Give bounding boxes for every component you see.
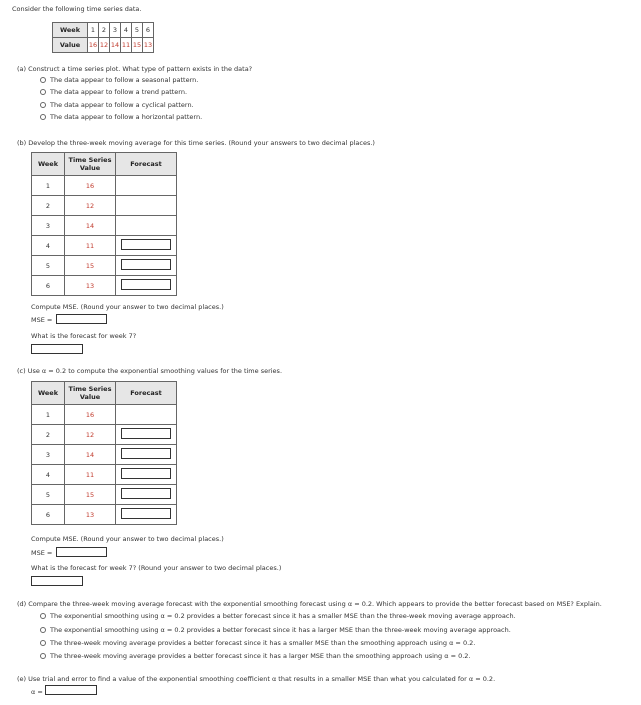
forecast-cell xyxy=(116,176,177,196)
value-cell: 14 xyxy=(110,38,121,53)
forecast-input[interactable] xyxy=(121,259,171,270)
week-cell: 6 xyxy=(32,505,65,525)
week-cell: 4 xyxy=(121,23,132,38)
part-d-radio-4[interactable] xyxy=(40,653,46,659)
tsv-header-line1: Time Series xyxy=(68,156,112,164)
part-b-forecast-prompt: What is the forecast for week 7? xyxy=(31,332,137,340)
forecast-input[interactable] xyxy=(121,428,171,439)
forecast-header: Forecast xyxy=(116,153,177,176)
part-a-radio-2[interactable] xyxy=(40,89,46,95)
part-c-forecast-prompt: What is the forecast for week 7? (Round your answer to two decimal places.) xyxy=(31,564,282,572)
part-e-alpha-label: α = xyxy=(31,688,43,696)
forecast-cell xyxy=(116,505,177,525)
forecast-input[interactable] xyxy=(121,448,171,459)
part-c-mse-prompt: Compute MSE. (Round your answer to two decimal places.) xyxy=(31,535,224,543)
part-c-mse-label: MSE = xyxy=(31,549,53,557)
part-c-question: (c) Use α = 0.2 to compute the exponential smoothing values for the time series. xyxy=(17,367,283,375)
forecast-cell xyxy=(116,196,177,216)
part-d-radio-2[interactable] xyxy=(40,627,46,633)
value-cell: 16 xyxy=(88,38,99,53)
value-cell: 13 xyxy=(65,276,116,296)
data-table xyxy=(52,22,154,53)
value-cell: 11 xyxy=(121,38,132,53)
tsv-header-line2: Value xyxy=(79,164,101,172)
forecast-cell xyxy=(116,465,177,485)
forecast-cell xyxy=(116,445,177,465)
value-cell: 16 xyxy=(65,405,116,425)
part-a-radio-4[interactable] xyxy=(40,114,46,120)
week-cell: 3 xyxy=(110,23,121,38)
forecast-input[interactable] xyxy=(121,508,171,519)
forecast-input[interactable] xyxy=(121,239,171,250)
forecast-cell xyxy=(116,425,177,445)
tsv-header xyxy=(65,153,116,176)
value-cell: 15 xyxy=(65,256,116,276)
value-cell: 12 xyxy=(99,38,110,53)
value-cell: 14 xyxy=(65,445,116,465)
part-d-option-1: The exponential smoothing using α = 0.2 provides a better forecast since it has a smaller MSE than the three-week moving average approach. xyxy=(50,612,516,620)
value-cell: 13 xyxy=(65,505,116,525)
forecast-cell xyxy=(116,256,177,276)
part-a-option-1: The data appear to follow a seasonal pattern. xyxy=(50,76,199,84)
part-b-mse-input[interactable] xyxy=(56,314,107,324)
forecast-cell xyxy=(116,276,177,296)
week-cell: 5 xyxy=(32,256,65,276)
part-a-radio-3[interactable] xyxy=(40,102,46,108)
value-cell: 11 xyxy=(65,465,116,485)
week-cell: 1 xyxy=(32,405,65,425)
part-d-option-2: The exponential smoothing using α = 0.2 provides a better forecast since it has a larger MSE than the three-week moving average approach. xyxy=(50,626,511,634)
part-d-radio-1[interactable] xyxy=(40,613,46,619)
week-cell: 3 xyxy=(32,445,65,465)
week-header: Week xyxy=(32,153,65,176)
week-cell: 5 xyxy=(132,23,143,38)
week-cell: 4 xyxy=(32,236,65,256)
week-cell: 5 xyxy=(32,485,65,505)
part-d-question: (d) Compare the three-week moving average forecast with the exponential smoothing forecast using α = 0.2. Which appears to provide the better forecast based on MSE? Explain. xyxy=(17,600,602,608)
tsv-header-line2: Value xyxy=(79,393,101,401)
week-header: Week xyxy=(53,23,88,38)
value-cell: 12 xyxy=(65,196,116,216)
value-cell: 15 xyxy=(65,485,116,505)
part-b-week7-input[interactable] xyxy=(31,344,83,354)
part-d-option-3: The three-week moving average provides a better forecast since it has a smaller MSE than the smoothing approach using α = 0.2. xyxy=(50,639,476,647)
week-cell: 4 xyxy=(32,465,65,485)
forecast-input[interactable] xyxy=(121,488,171,499)
value-cell: 13 xyxy=(143,38,154,53)
part-d-radio-3[interactable] xyxy=(40,640,46,646)
part-c-table xyxy=(31,381,177,525)
part-a-option-2: The data appear to follow a trend pattern. xyxy=(50,88,188,96)
part-b-question: (b) Develop the three-week moving average for this time series. (Round your answers to two decimal places.) xyxy=(17,139,375,147)
part-b-mse-label: MSE = xyxy=(31,316,53,324)
part-e-question: (e) Use trial and error to find a value of the exponential smoothing coefficient α that results in a smaller MSE than what you calculated for α = 0.2. xyxy=(17,675,496,683)
value-cell: 15 xyxy=(132,38,143,53)
value-cell: 12 xyxy=(65,425,116,445)
week-header: Week xyxy=(32,382,65,405)
week-cell: 1 xyxy=(32,176,65,196)
value-cell: 16 xyxy=(65,176,116,196)
week-cell: 2 xyxy=(32,425,65,445)
forecast-header: Forecast xyxy=(116,382,177,405)
week-cell: 3 xyxy=(32,216,65,236)
forecast-cell xyxy=(116,216,177,236)
week-cell: 6 xyxy=(143,23,154,38)
tsv-header-line1: Time Series xyxy=(68,385,112,393)
part-b-mse-prompt: Compute MSE. (Round your answer to two decimal places.) xyxy=(31,303,224,311)
forecast-cell xyxy=(116,236,177,256)
week-cell: 1 xyxy=(88,23,99,38)
week-cell: 2 xyxy=(99,23,110,38)
part-e-alpha-input[interactable] xyxy=(45,685,97,695)
part-a-radio-1[interactable] xyxy=(40,77,46,83)
part-a-option-3: The data appear to follow a cyclical pattern. xyxy=(50,101,194,109)
forecast-input[interactable] xyxy=(121,468,171,479)
week-cell: 6 xyxy=(32,276,65,296)
value-header: Value xyxy=(53,38,88,53)
forecast-cell xyxy=(116,485,177,505)
value-cell: 11 xyxy=(65,236,116,256)
intro-text: Consider the following time series data. xyxy=(12,5,142,13)
forecast-input[interactable] xyxy=(121,279,171,290)
forecast-cell xyxy=(116,405,177,425)
part-b-table xyxy=(31,152,177,296)
part-c-mse-input[interactable] xyxy=(56,547,107,557)
part-a-option-4: The data appear to follow a horizontal pattern. xyxy=(50,113,203,121)
tsv-header xyxy=(65,382,116,405)
week-cell: 2 xyxy=(32,196,65,216)
value-cell: 14 xyxy=(65,216,116,236)
part-a-question: (a) Construct a time series plot. What type of pattern exists in the data? xyxy=(17,65,253,73)
part-c-week7-input[interactable] xyxy=(31,576,83,586)
part-d-option-4: The three-week moving average provides a better forecast since it has a larger MSE than the smoothing approach using α = 0.2. xyxy=(50,652,471,660)
